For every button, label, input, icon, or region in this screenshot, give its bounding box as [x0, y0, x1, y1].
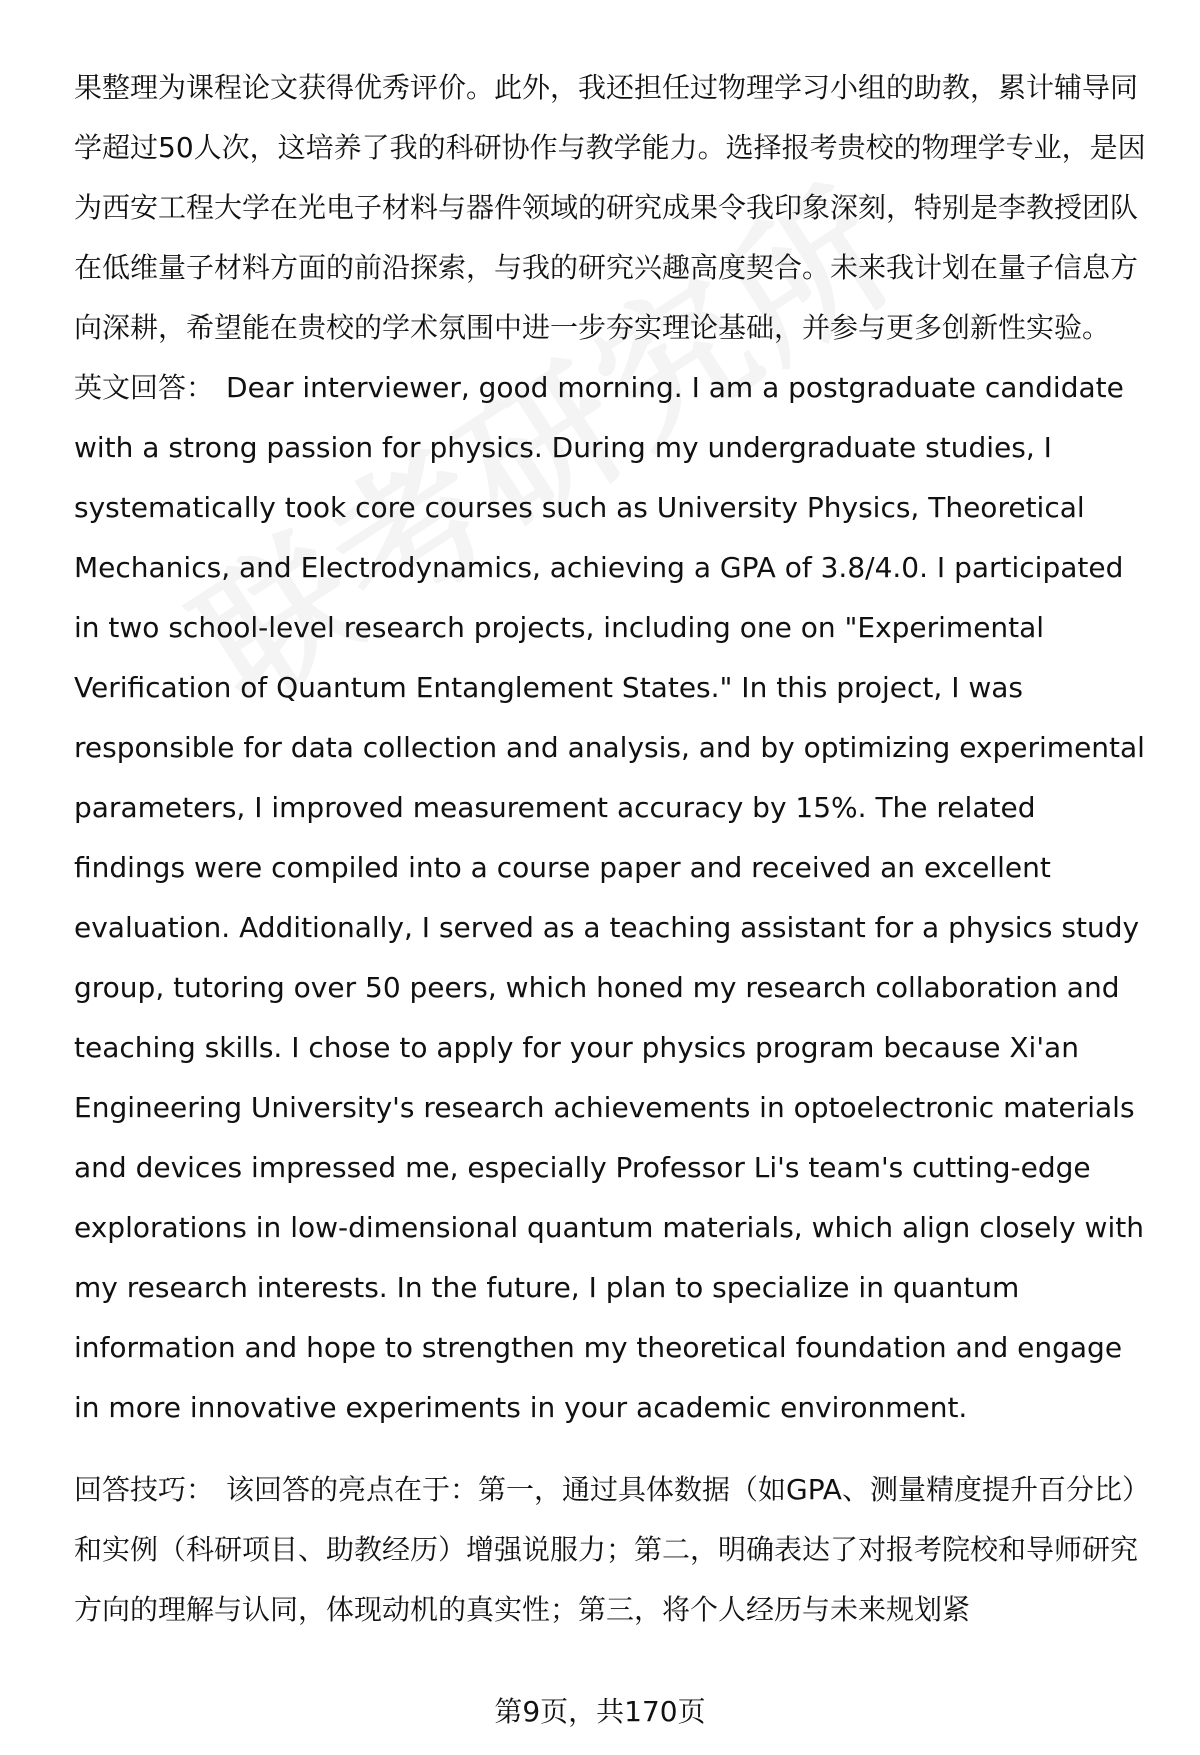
english-answer: [74, 358, 1154, 1438]
english-answer-text: Dear interviewer, good morning. I am a postgraduate candidate with a strong passion for physics. During my undergraduate studies, I systematically took core courses such as University Physics, Theoretical Mechanics, and Electrodynamics, achieving a GPA of 3.8/4.0. I participated in two school-level research projects, including one on "Experimental Verification of Quantum Entanglement States." In this project, I was responsible for data collection and analysis, and by optimizing experimental parameters, I improved measurement accuracy by 15%. The related findings were compiled into a course paper and received an excellent evaluation. Additionally, I served as a teaching assistant for a physics study group, tutoring over 50 peers, which honed my research collaboration and teaching skills. I chose to apply for your physics program because Xi'an Engineering University's research achievements in optoelectronic materials and devices impressed me, especially Professor Li's team's cutting-edge explorations in low-dimensional quantum materials, which align closely with my research interests. In the future, I plan to specialize in quantum information and hope to strengthen my theoretical foundation and engage in more innovative experiments in your academic environment.: [74, 371, 1145, 1424]
english-answer-label: 英文回答：: [74, 371, 215, 404]
answer-tips: [74, 1460, 1154, 1640]
page-number: 第9页，共170页: [494, 1695, 706, 1728]
document-body: [74, 58, 1154, 1640]
answer-tips-label: 回答技巧：: [74, 1473, 215, 1506]
chinese-answer-continued: 果整理为课程论文获得优秀评价。此外，我还担任过物理学习小组的助教，累计辅导同学超过50人次，这培养了我的科研协作与教学能力。选择报考贵校的物理学专业，是因为西安工程大学在光电子材料与器件领域的研究成果令我印象深刻，特别是李教授团队在低维量子材料方面的前沿探索，与我的研究兴趣高度契合。未来我计划在量子信息方向深耕，希望能在贵校的学术氛围中进一步夯实理论基础，并参与更多创新性实验。: [74, 71, 1146, 344]
answer-tips-text: 该回答的亮点在于：第一，通过具体数据（如GPA、测量精度提升百分比）和实例（科研项目、助教经历）增强说服力；第二，明确表达了对报考院校和导师研究方向的理解与认同，体现动机的真实性；第三，将个人经历与未来规划紧: [74, 1473, 1150, 1626]
